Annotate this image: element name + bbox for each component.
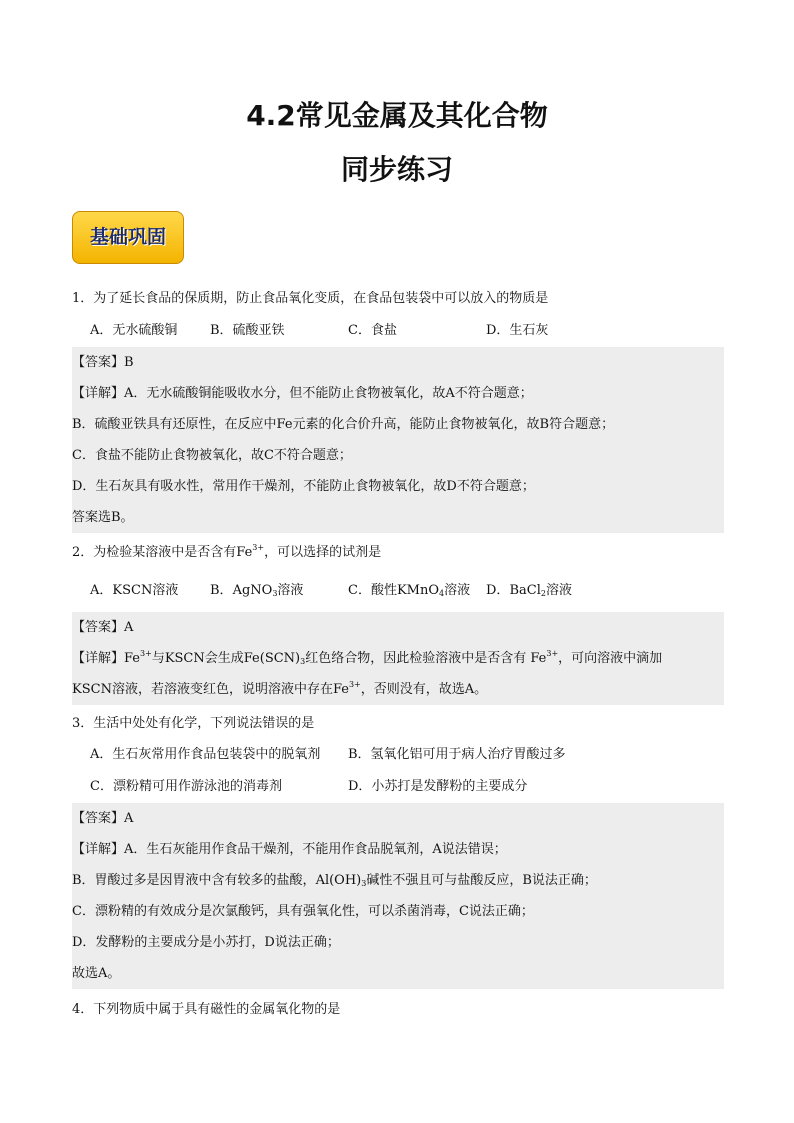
question-3-option-a: A．生石灰常用作食品包装袋中的脱氧剂 [90, 747, 321, 762]
question-1-detail: D．生石灰具有吸水性，常用作干燥剂，不能防止食物被氧化，故D不符合题意； [72, 471, 724, 502]
question-1-option-a: A．无水硫酸铜 [90, 323, 178, 338]
section-badge: 基础巩固 [72, 211, 184, 264]
question-1-answer: 【答案】B [72, 347, 724, 378]
question-1-option-c: C．食盐 [348, 323, 397, 338]
question-1-option-b: B．硫酸亚铁 [210, 323, 285, 338]
question-3-option-c: C．漂粉精可用作游泳池的消毒剂 [90, 779, 282, 794]
question-2-detail: 【详解】$Fe^{3+}$与KSCN会生成$Fe(SCN)_3$红色络合物，因此检验溶液中是否含有 $Fe^{3+}$，可向溶液中滴加 [72, 643, 724, 674]
question-1-conclusion: 答案选B。 [72, 502, 724, 533]
question-1-option-d: D．生石灰 [486, 323, 549, 338]
question-1-detail: 【详解】A．无水硫酸铜能吸收水分，但不能防止食物被氧化，故A不符合题意； [72, 378, 724, 409]
question-1-stem: 1．为了延长食品的保质期，防止食品氧化变质，在食品包装袋中可以放入的物质是 [72, 291, 549, 306]
question-2-option-c: C．酸性KMnO$_4$溶液 [348, 583, 471, 598]
question-4-stem: 4．下列物质中属于具有磁性的金属氧化物的是 [72, 1002, 341, 1017]
question-1-detail: C．食盐不能防止食物被氧化，故C不符合题意； [72, 440, 724, 471]
question-3-conclusion: 故选A。 [72, 958, 724, 989]
question-2-option-a: A．KSCN溶液 [90, 583, 179, 598]
question-2-detail: KSCN溶液，若溶液变红色，说明溶液中存在$Fe^{3+}$，否则没有，故选A。 [72, 674, 724, 705]
question-3-detail: D．发酵粉的主要成分是小苏打，D说法正确； [72, 927, 724, 958]
document-subtitle: 同步练习 [340, 153, 453, 186]
document-title: 4.2常见金属及其化合物 [246, 99, 548, 132]
question-3-detail: B．胃酸过多是因胃液中含有较多的盐酸，$Al(OH)_3$碱性不强且可与盐酸反应，B说法正确； [72, 865, 724, 896]
question-2-stem: 2．为检验某溶液中是否含有$Fe^{3+}$，可以选择的试剂是 [72, 543, 382, 560]
question-3-option-b: B．氢氧化铝可用于病人治疗胃酸过多 [348, 747, 566, 762]
question-3-stem: 3．生活中处处有化学，下列说法错误的是 [72, 716, 315, 731]
question-3-detail: 【详解】A．生石灰能用作食品干燥剂，不能用作食品脱氧剂，A说法错误； [72, 834, 724, 865]
question-2-option-d: D．BaCl$_2$溶液 [486, 583, 572, 598]
question-3-answer: 【答案】A [72, 803, 724, 834]
question-3-option-d: D．小苏打是发酵粉的主要成分 [348, 779, 528, 794]
question-3-detail: C．漂粉精的有效成分是次氯酸钙，具有强氧化性，可以杀菌消毒，C说法正确； [72, 896, 724, 927]
question-1-detail: B．硫酸亚铁具有还原性，在反应中Fe元素的化合价升高，能防止食物被氧化，故B符合题意； [72, 409, 724, 440]
question-2-answer: 【答案】A [72, 612, 724, 643]
question-2-option-b: B．AgNO$_3$溶液 [210, 583, 304, 598]
